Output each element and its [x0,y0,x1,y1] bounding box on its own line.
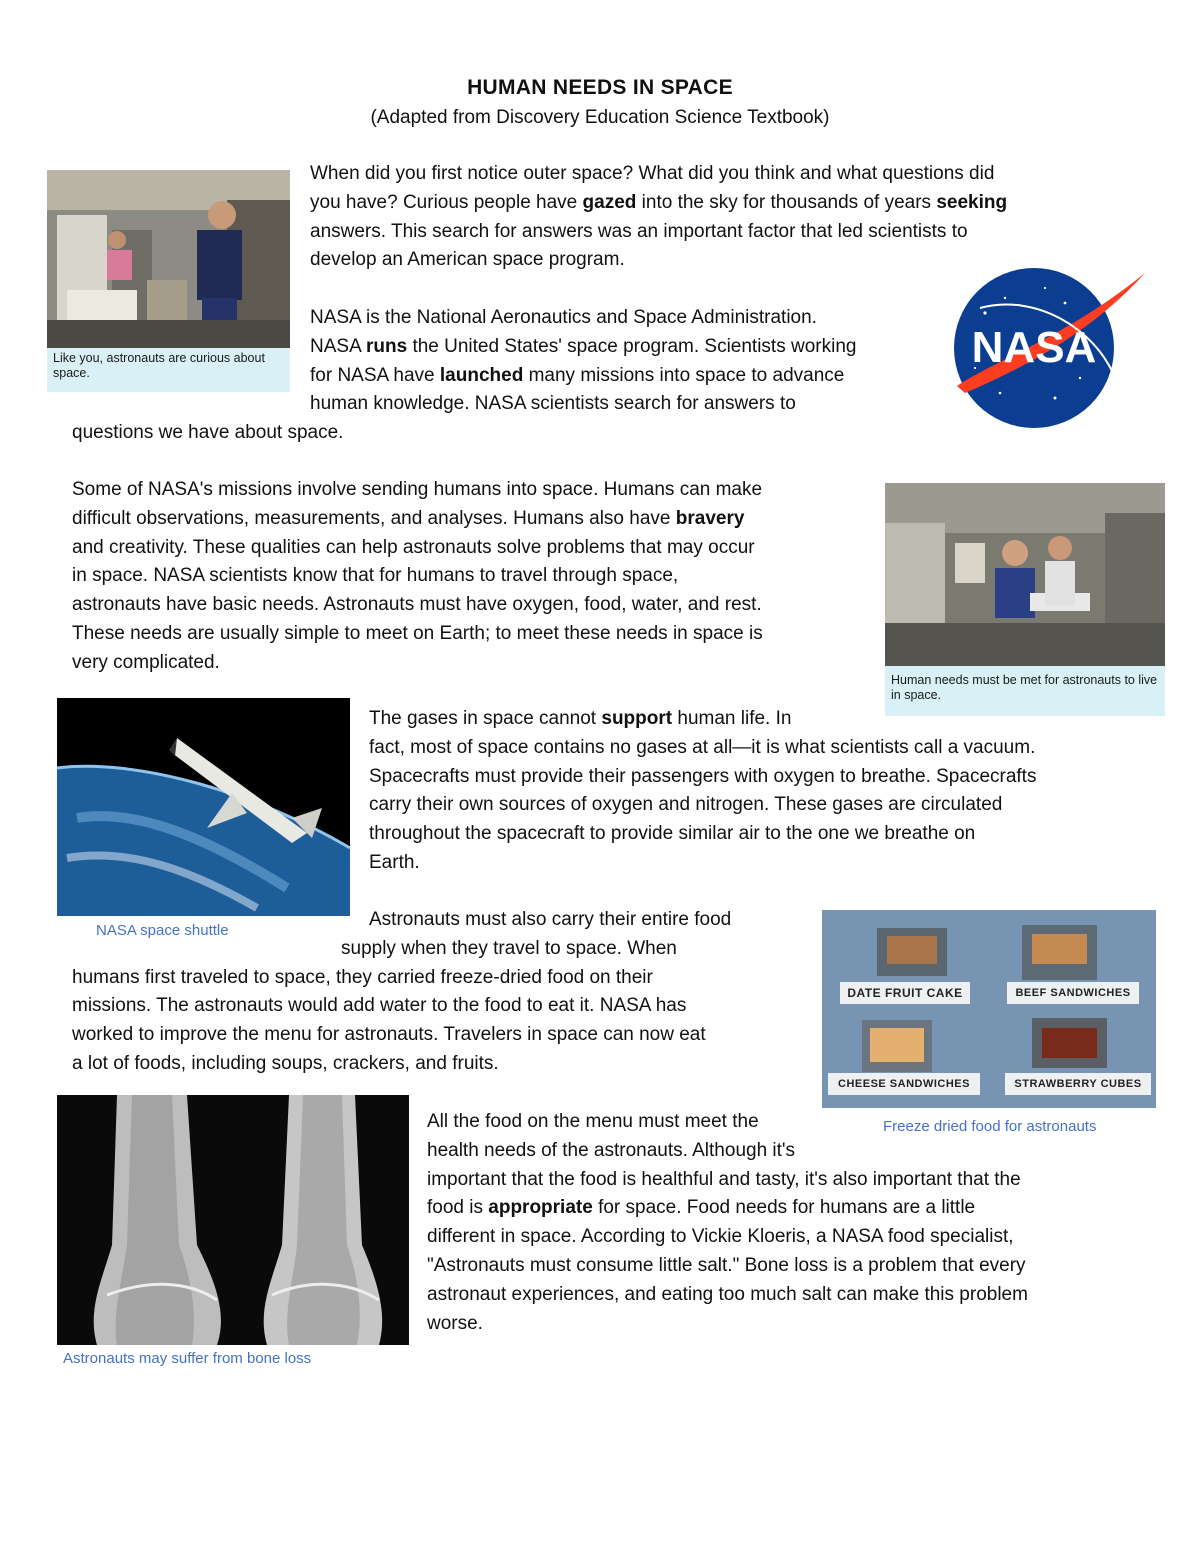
food-label-beef-sandwiches: BEEF SANDWICHES [1007,982,1139,1004]
caption-curious: Like you, astronauts are curious about space. [47,348,290,392]
p2-line [72,422,343,444]
space-shuttle-photo [57,698,350,916]
text-run: questions we have about space. [72,422,344,444]
p2-line [310,365,844,387]
caption-human-needs: Human needs must be met for astronauts to live in space. [885,666,1165,716]
p6-line [427,1197,975,1219]
emphasized-word: launched [439,364,524,386]
p6-line [427,1313,483,1335]
p5-line [72,967,653,989]
p4-line [369,794,1002,816]
text-run: fact, most of space contains no gases at all—it is what scientists call a vacuum. [369,736,1036,758]
caption-shuttle: NASA space shuttle [96,922,229,939]
p4-line [369,708,791,730]
p3-line [72,479,762,501]
p5-line [369,909,731,931]
emphasized-word: gazed [582,191,637,213]
text-run: develop an American space program. [310,249,625,271]
text-run: "Astronauts must consume little salt." Bone loss is a problem that every [427,1255,1026,1276]
p5-line [72,995,686,1017]
text-run: into the sky for thousands of years [636,191,937,213]
text-run: throughout the spacecraft to provide similar air to the one we breathe on [369,823,976,845]
p3-line [72,623,763,645]
text-run: human knowledge. NASA scientists search for answers to [310,393,796,415]
emphasized-word: bravery [675,507,745,529]
p6-line [427,1226,1014,1248]
p1-line [310,249,625,271]
p4-line [369,766,1036,788]
emphasized-word: support [601,708,673,729]
p4-line [369,852,420,874]
caption-food: Freeze dried food for astronauts [883,1118,1097,1135]
p3-line [72,537,755,559]
text-run: health needs of the astronauts. Although it's [427,1139,796,1161]
text-run: worked to improve the menu for astronauts. Travelers in space can now eat [72,1024,706,1046]
p6-line [427,1255,1026,1277]
text-run: Astronauts must also carry their entire food [369,909,732,930]
p3-line [72,565,678,587]
text-run: Some of NASA's missions involve sending humans into space. Humans can make [72,479,763,500]
emphasized-word: runs [365,335,408,357]
text-run: Spacecrafts must provide their passengers with oxygen to breathe. Spacecrafts [369,765,1037,787]
text-run: Earth. [369,852,420,873]
text-run: and creativity. These qualities can help astronauts solve problems that may occur [72,536,755,558]
nasa-logo-text: NASA [971,323,1097,372]
p1-line [310,221,968,243]
p5-line [341,938,677,960]
text-run: The gases in space cannot [369,708,602,729]
text-run: human life. In [672,708,792,729]
text-run: difficult observations, measurements, and analyses. Humans also have [72,507,676,529]
text-run: missions. The astronauts would add water to the food to eat it. NASA has [72,995,687,1017]
text-run: for space. Food needs for humans are a little [592,1197,976,1219]
text-run: for NASA have [310,364,440,386]
p2-line [310,393,796,415]
p3-line [72,652,220,674]
emphasized-word: appropriate [488,1197,593,1219]
food-label-cheese-sandwiches: CHEESE SANDWICHES [828,1073,980,1095]
bone-xray-photo [57,1095,409,1345]
text-run: important that the food is healthful and tasty, it's also important that the [427,1168,1021,1190]
text-run: you have? Curious people have [310,191,583,213]
p6-line [427,1111,759,1133]
text-run: astronaut experiences, and eating too much salt can make this problem [427,1283,1028,1305]
astronauts-station-photo [47,170,290,348]
p3-line [72,594,762,616]
text-run: a lot of foods, including soups, crackers, and fruits. [72,1053,499,1074]
text-run: humans first traveled to space, they carried freeze-dried food on their [72,966,653,988]
astronauts-exercise-photo [885,483,1165,666]
freeze-dried-food-photo [822,910,1156,1108]
nasa-logo [945,268,1150,433]
text-run: All the food on the menu must meet the [427,1111,759,1132]
page-title: HUMAN NEEDS IN SPACE [467,76,733,99]
text-run: many missions into space to advance [523,364,845,386]
p4-line [369,823,975,845]
text-run: supply when they travel to space. When [341,937,677,959]
p2-line [310,336,856,358]
p5-line [72,1024,706,1046]
text-run: worse. [427,1312,483,1334]
p5-line [72,1053,499,1075]
p1-line [310,192,1007,214]
text-run: astronauts have basic needs. Astronauts must have oxygen, food, water, and rest. [72,594,762,616]
p2-line [310,307,817,329]
text-run: NASA [310,335,366,357]
emphasized-word: seeking [936,191,1008,213]
text-run: the United States' space program. Scientists working [407,335,857,357]
food-label-strawberry-cubes: STRAWBERRY CUBES [1005,1073,1151,1095]
page-subtitle: (Adapted from Discovery Education Science Textbook) [370,107,830,128]
p6-line [427,1284,1028,1306]
p1-line [310,163,994,185]
text-run: carry their own sources of oxygen and nitrogen. These gases are circulated [369,794,1003,816]
text-run: very complicated. [72,651,220,673]
text-run: in space. NASA scientists know that for humans to travel through space, [72,565,679,587]
text-run: different in space. According to Vickie Kloeris, a NASA food specialist, [427,1226,1014,1248]
text-run: NASA is the National Aeronautics and Space Administration. [310,307,817,328]
p6-line [427,1169,1021,1191]
p6-line [427,1140,795,1162]
text-run: When did you first notice outer space? What did you think and what questions did [310,163,995,184]
text-run: These needs are usually simple to meet on Earth; to meet these needs in space is [72,623,763,644]
text-run: food is [427,1197,489,1219]
food-label-date-fruit-cake: DATE FRUIT CAKE [840,982,970,1004]
p4-line [369,737,1035,759]
text-run: answers. This search for answers was an important factor that led scientists to [310,220,968,242]
p3-line [72,508,744,530]
caption-bone-loss: Astronauts may suffer from bone loss [63,1350,312,1367]
